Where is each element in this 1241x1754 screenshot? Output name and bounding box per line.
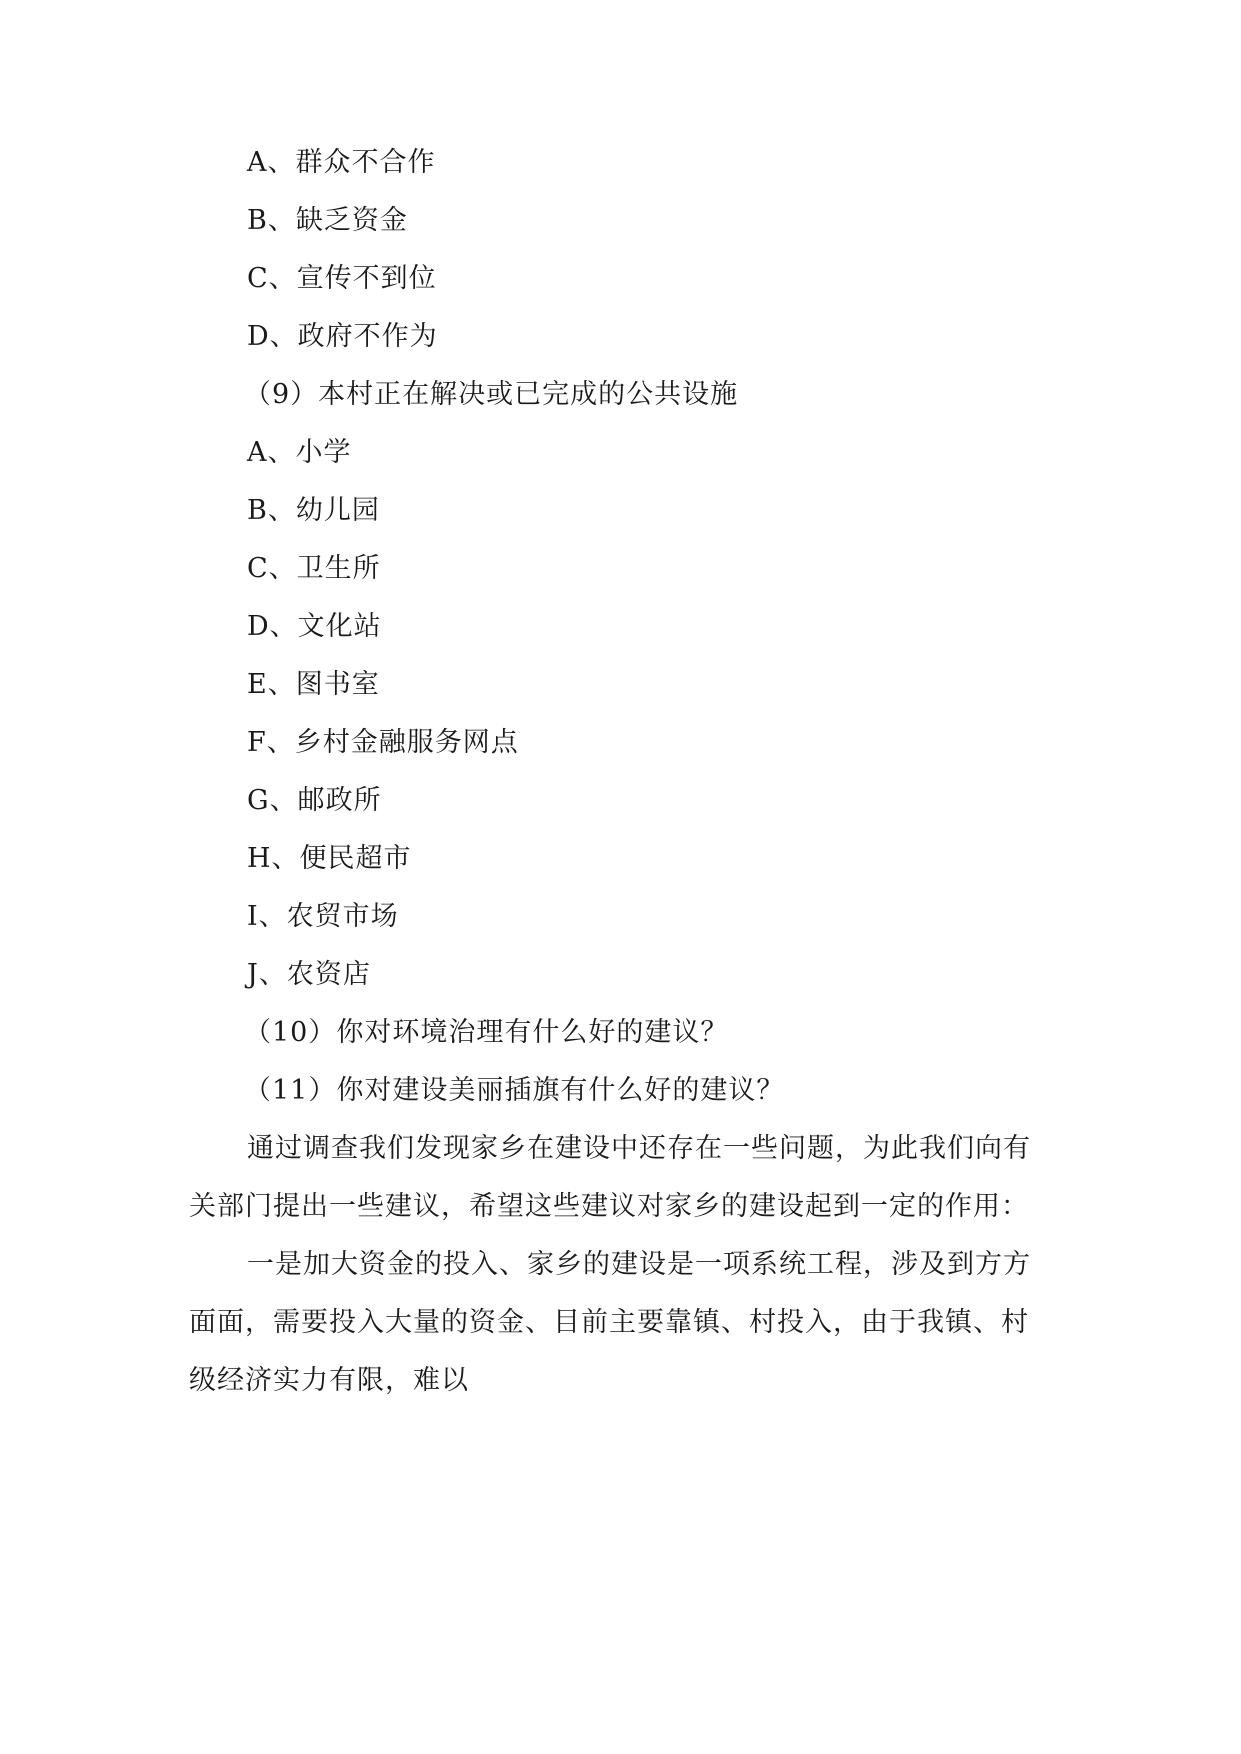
option-q9-f: F、乡村金融服务网点: [247, 727, 519, 758]
option-q9-h: H、便民超市: [247, 843, 412, 874]
option-q8-b: B、缺乏资金: [247, 205, 408, 236]
option-q9-i: I、农贸市场: [247, 901, 399, 932]
option-q9-d: D、文化站: [247, 611, 382, 642]
option-q8-c: C、宣传不到位: [247, 263, 437, 294]
option-q9-c: C、卫生所: [247, 553, 381, 584]
question-11: （11）你对建设美丽插旗有什么好的建议？: [244, 1075, 785, 1106]
option-q9-e: E、图书室: [247, 669, 380, 700]
option-q8-a: A、群众不合作: [247, 147, 436, 178]
option-q8-d: D、政府不作为: [247, 321, 438, 352]
option-q9-g: G、邮政所: [247, 785, 382, 816]
paragraph-2-line-3: 级经济实力有限，难以: [189, 1365, 469, 1396]
option-q9-b: B、幼儿园: [247, 495, 380, 526]
question-10: （10）你对环境治理有什么好的建议？: [244, 1017, 729, 1048]
paragraph-2-line-1: 一是加大资金的投入、家乡的建设是一项系统工程，涉及到方方: [247, 1249, 1031, 1280]
paragraph-1-line-2: 关部门提出一些建议，希望这些建议对家乡的建设起到一定的作用：: [189, 1191, 1029, 1222]
question-9: （9）本村正在解决或已完成的公共设施: [244, 379, 739, 410]
option-q9-j: J、农资店: [247, 959, 371, 990]
paragraph-2-line-2: 面面，需要投入大量的资金、目前主要靠镇、村投入，由于我镇、村: [189, 1307, 1029, 1338]
paragraph-1-line-1: 通过调查我们发现家乡在建设中还存在一些问题，为此我们向有: [247, 1133, 1031, 1164]
option-q9-a: A、小学: [247, 437, 352, 468]
